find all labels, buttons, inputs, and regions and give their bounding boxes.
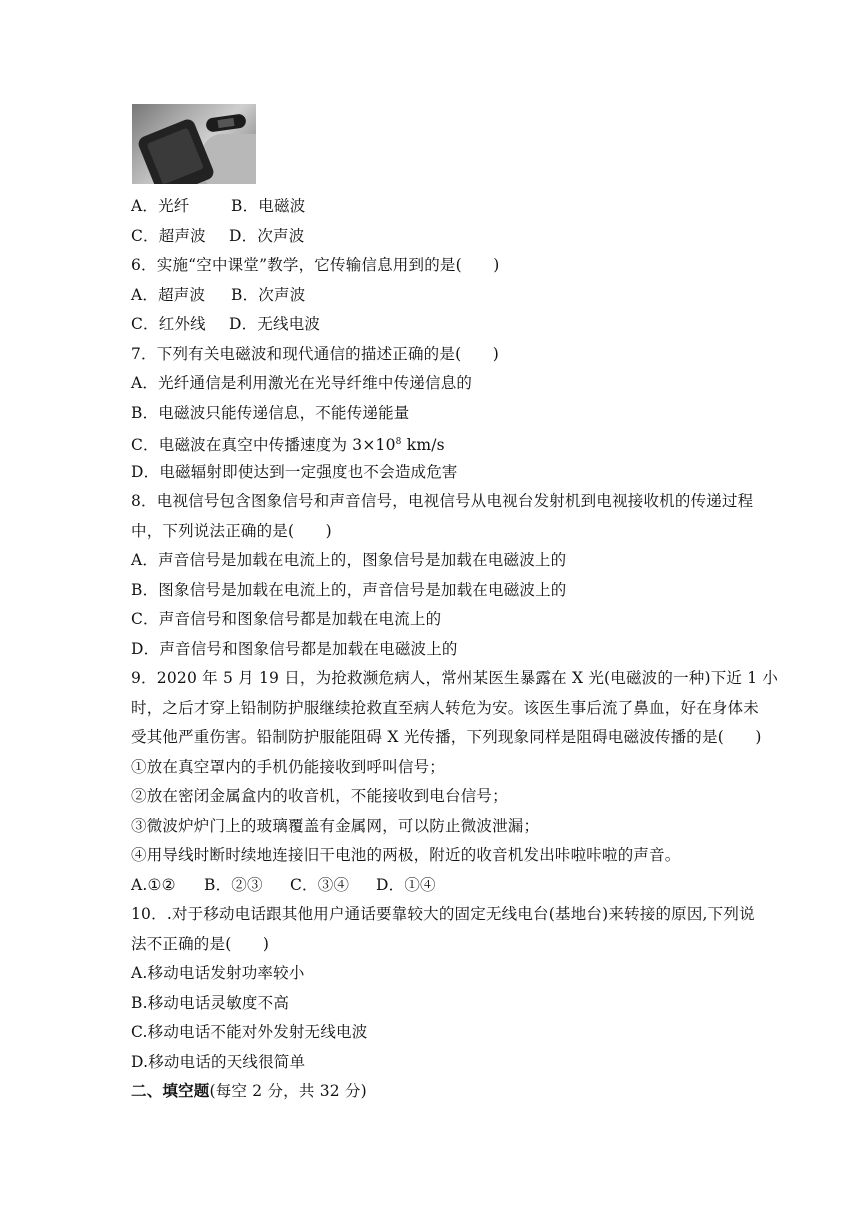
q5-option-b: B．电磁波 — [231, 197, 306, 215]
q8-stem-line1: 8．电视信号包含图象信号和声音信号，电视信号从电视台发射机到电视接收机的传递过程 — [131, 492, 754, 510]
q6-options-row2 — [131, 314, 320, 334]
q6-option-d: D．无线电波 — [229, 315, 321, 333]
q6-options-row1 — [131, 285, 305, 305]
smartwatch-phone-photo — [132, 104, 256, 184]
q10-stem-line1: 10．.对于移动电话跟其他用户通话要靠较大的固定无线电台(基地台)来转接的原因,下列说 — [131, 905, 755, 923]
q10-stem-line2: 法不正确的是( ) — [131, 935, 270, 953]
q7-option-b: B．电磁波只能传递信息，不能传递能量 — [131, 404, 410, 422]
q9-option-a: A.①② — [131, 876, 176, 894]
q5-option-a: A．光纤 — [131, 197, 190, 215]
q5-option-d: D．次声波 — [229, 227, 305, 245]
section2-title: 二、填空题 — [131, 1081, 210, 1100]
q10-option-a: A.移动电话发射功率较小 — [131, 964, 305, 982]
q9-stem-line2: 时，之后才穿上铅制防护服继续抢救直至病人转危为安。该医生事后流了鼻血，好在身体未 — [131, 699, 760, 717]
q6-stem: 6．实施“空中课堂”教学，它传输信息用到的是( ) — [131, 256, 500, 274]
q9-item-3: ③微波炉炉门上的玻璃覆盖有金属网，可以防止微波泄漏； — [131, 817, 540, 835]
q5-option-c: C．超声波 — [131, 227, 206, 245]
q10-option-b: B.移动电话灵敏度不高 — [131, 994, 290, 1012]
q7-option-c-exponent: 8 — [395, 437, 402, 447]
q9-option-d: D．①④ — [376, 876, 436, 894]
q9-item-2: ②放在密闭金属盒内的收音机，不能接收到电台信号； — [131, 787, 508, 805]
q7-option-c — [131, 432, 445, 455]
q6-option-a: A．超声波 — [131, 286, 206, 304]
photo-smart-band — [205, 113, 247, 132]
q7-option-d: D．电磁辐射即使达到一定强度也不会造成危害 — [131, 463, 458, 481]
q7-option-a: A．光纤通信是利用激光在光导纤维中传递信息的 — [131, 374, 473, 392]
q8-option-d: D．声音信号和图象信号都是加载在电磁波上的 — [131, 640, 458, 658]
q7-option-c-text: C．电磁波在真空中传播速度为 3×10 — [131, 436, 396, 455]
q7-option-c-unit: km/s — [401, 436, 445, 455]
q8-stem-line2: 中，下列说法正确的是( ) — [131, 522, 332, 540]
q5-options-row2 — [131, 226, 304, 246]
section2-note: (每空 2 分，共 32 分) — [209, 1082, 367, 1100]
q6-option-b: B．次声波 — [231, 286, 306, 304]
photo-phone — [136, 117, 216, 184]
q5-options-row1 — [131, 196, 305, 216]
q6-option-c: C．红外线 — [131, 315, 206, 333]
q8-option-b: B．图象信号是加载在电流上的，声音信号是加载在电磁波上的 — [131, 581, 567, 599]
q9-stem-line3: 受其他严重伤害。铅制防护服能阻碍 X 光传播，下列现象同样是阻碍电磁波传播的是( ) — [131, 728, 762, 746]
q8-option-c: C．声音信号和图象信号都是加载在电流上的 — [131, 610, 442, 628]
q9-option-b: B．②③ — [204, 876, 263, 894]
q9-item-4: ④用导线时断时续地连接旧干电池的两极，附近的收音机发出咔啦咔啦的声音。 — [131, 846, 681, 864]
q8-option-a: A．声音信号是加载在电流上的，图象信号是加载在电磁波上的 — [131, 551, 567, 569]
q9-option-c: C．③④ — [290, 876, 350, 894]
q10-option-c: C.移动电话不能对外发射无线电波 — [131, 1023, 368, 1041]
section2-heading — [131, 1081, 367, 1101]
q9-options-row — [131, 875, 436, 895]
q10-option-d: D.移动电话的天线很简单 — [131, 1053, 306, 1071]
q7-stem: 7．下列有关电磁波和现代通信的描述正确的是( ) — [131, 345, 499, 363]
q9-item-1: ①放在真空罩内的手机仍能接收到呼叫信号； — [131, 758, 446, 776]
q9-stem-line1: 9．2020 年 5 月 19 日，为抢救濒危病人，常州某医生暴露在 X 光(电磁波的一种)下近 1 小 — [131, 669, 779, 687]
